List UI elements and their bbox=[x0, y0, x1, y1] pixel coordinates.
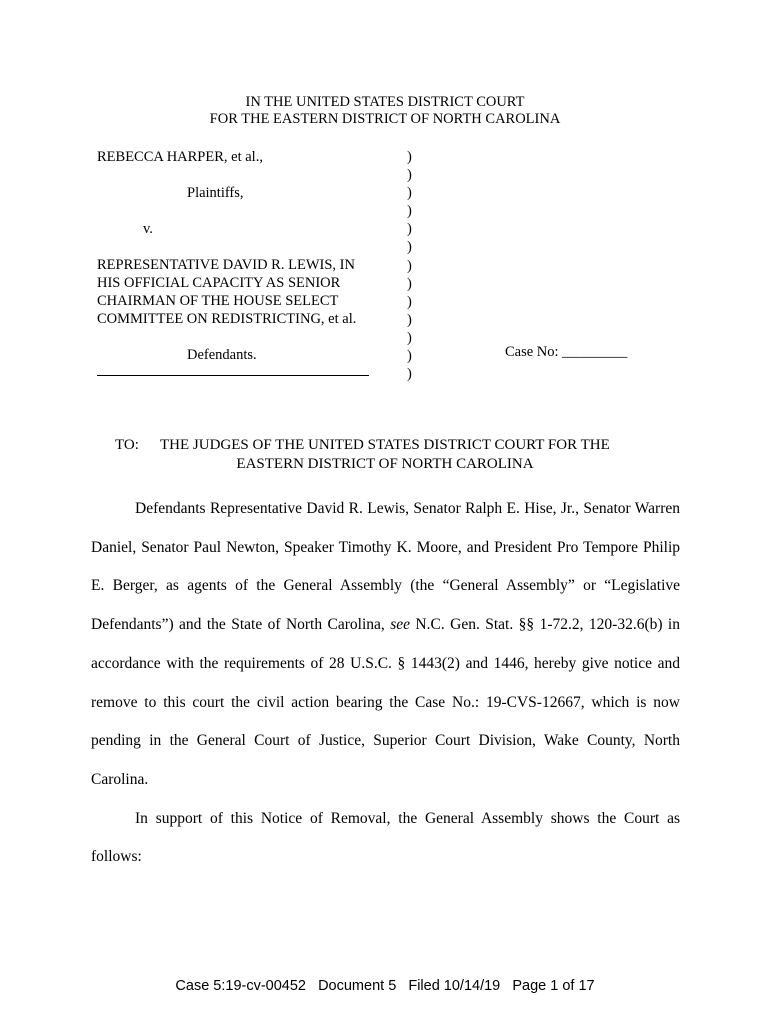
case-number-field: Case No: _________ bbox=[505, 344, 628, 360]
caption-paren-column bbox=[407, 148, 412, 383]
caption-paren: ) bbox=[407, 275, 412, 292]
versus-label: v. bbox=[143, 221, 153, 237]
see-signal: see bbox=[390, 616, 410, 634]
defendants-label: Defendants. bbox=[187, 347, 257, 363]
caption-paren: ) bbox=[407, 221, 412, 238]
plaintiffs-label: Plaintiffs, bbox=[187, 185, 244, 201]
ecf-footer: Case 5:19-cv-00452 Document 5 Filed 10/14/19 Page 1 of 17 bbox=[175, 978, 595, 994]
caption-paren: ) bbox=[407, 348, 412, 365]
caption-paren: ) bbox=[407, 149, 412, 165]
defendant-line-1: REPRESENTATIVE DAVID R. LEWIS, IN bbox=[97, 257, 355, 273]
addressee-line-2: EASTERN DISTRICT OF NORTH CAROLINA bbox=[236, 456, 534, 472]
addressee-line-1: THE JUDGES OF THE UNITED STATES DISTRICT COURT FOR THE bbox=[160, 437, 610, 453]
paragraph-2: In support of this Notice of Removal, the General Assembly shows the Court as follows: bbox=[91, 809, 680, 866]
caption-paren: ) bbox=[407, 239, 412, 256]
court-header-line-2: FOR THE EASTERN DISTRICT OF NORTH CAROLINA bbox=[209, 111, 561, 127]
defendant-line-4: COMMITTEE ON REDISTRICTING, et al. bbox=[97, 311, 357, 327]
defendant-line-2: HIS OFFICIAL CAPACITY AS SENIOR bbox=[97, 275, 341, 291]
caption-paren: ) bbox=[407, 257, 412, 274]
to-label: TO: bbox=[115, 437, 139, 453]
caption-paren: ) bbox=[407, 329, 412, 346]
caption-divider bbox=[97, 375, 369, 376]
court-header bbox=[0, 94, 770, 128]
court-header-line-1: IN THE UNITED STATES DISTRICT COURT bbox=[245, 94, 525, 110]
caption-paren: ) bbox=[407, 311, 412, 328]
caption-paren: ) bbox=[407, 203, 412, 220]
paragraph-1-part-b: N.C. Gen. Stat. §§ 1-72.2, 120-32.6(b) in accordance with the requirements of 28 U.S.C. § 1443(2) and 1446, hereby give notice and remove to this court the civil action bearing the Case No.: 19-CVS-12667, which is now pending in the General Court of Justice, Superior Court Division, Wake County, North Carolina. bbox=[91, 616, 680, 788]
caption-paren: ) bbox=[407, 293, 412, 310]
notice-body bbox=[91, 490, 680, 877]
caption-paren: ) bbox=[407, 167, 412, 184]
plaintiff-name: REBECCA HARPER, et al., bbox=[97, 149, 263, 165]
caption-paren: ) bbox=[407, 185, 412, 202]
case-caption-parties bbox=[97, 148, 377, 364]
defendant-line-3: CHAIRMAN OF THE HOUSE SELECT bbox=[97, 293, 339, 309]
paragraph-1-part-a: Defendants Representative David R. Lewis, Senator Ralph E. Hise, Jr., Senator Warren Daniel, Senator Paul Newton, Speaker Timothy K. Moore, and President Pro Tempore Philip E. Berger, as agents of the General Assembly (the “General Assembly” or “Legislative Defendants”) and the State of North Carolina, bbox=[91, 500, 680, 634]
paragraph-1 bbox=[91, 490, 680, 800]
caption-paren: ) bbox=[407, 366, 412, 383]
